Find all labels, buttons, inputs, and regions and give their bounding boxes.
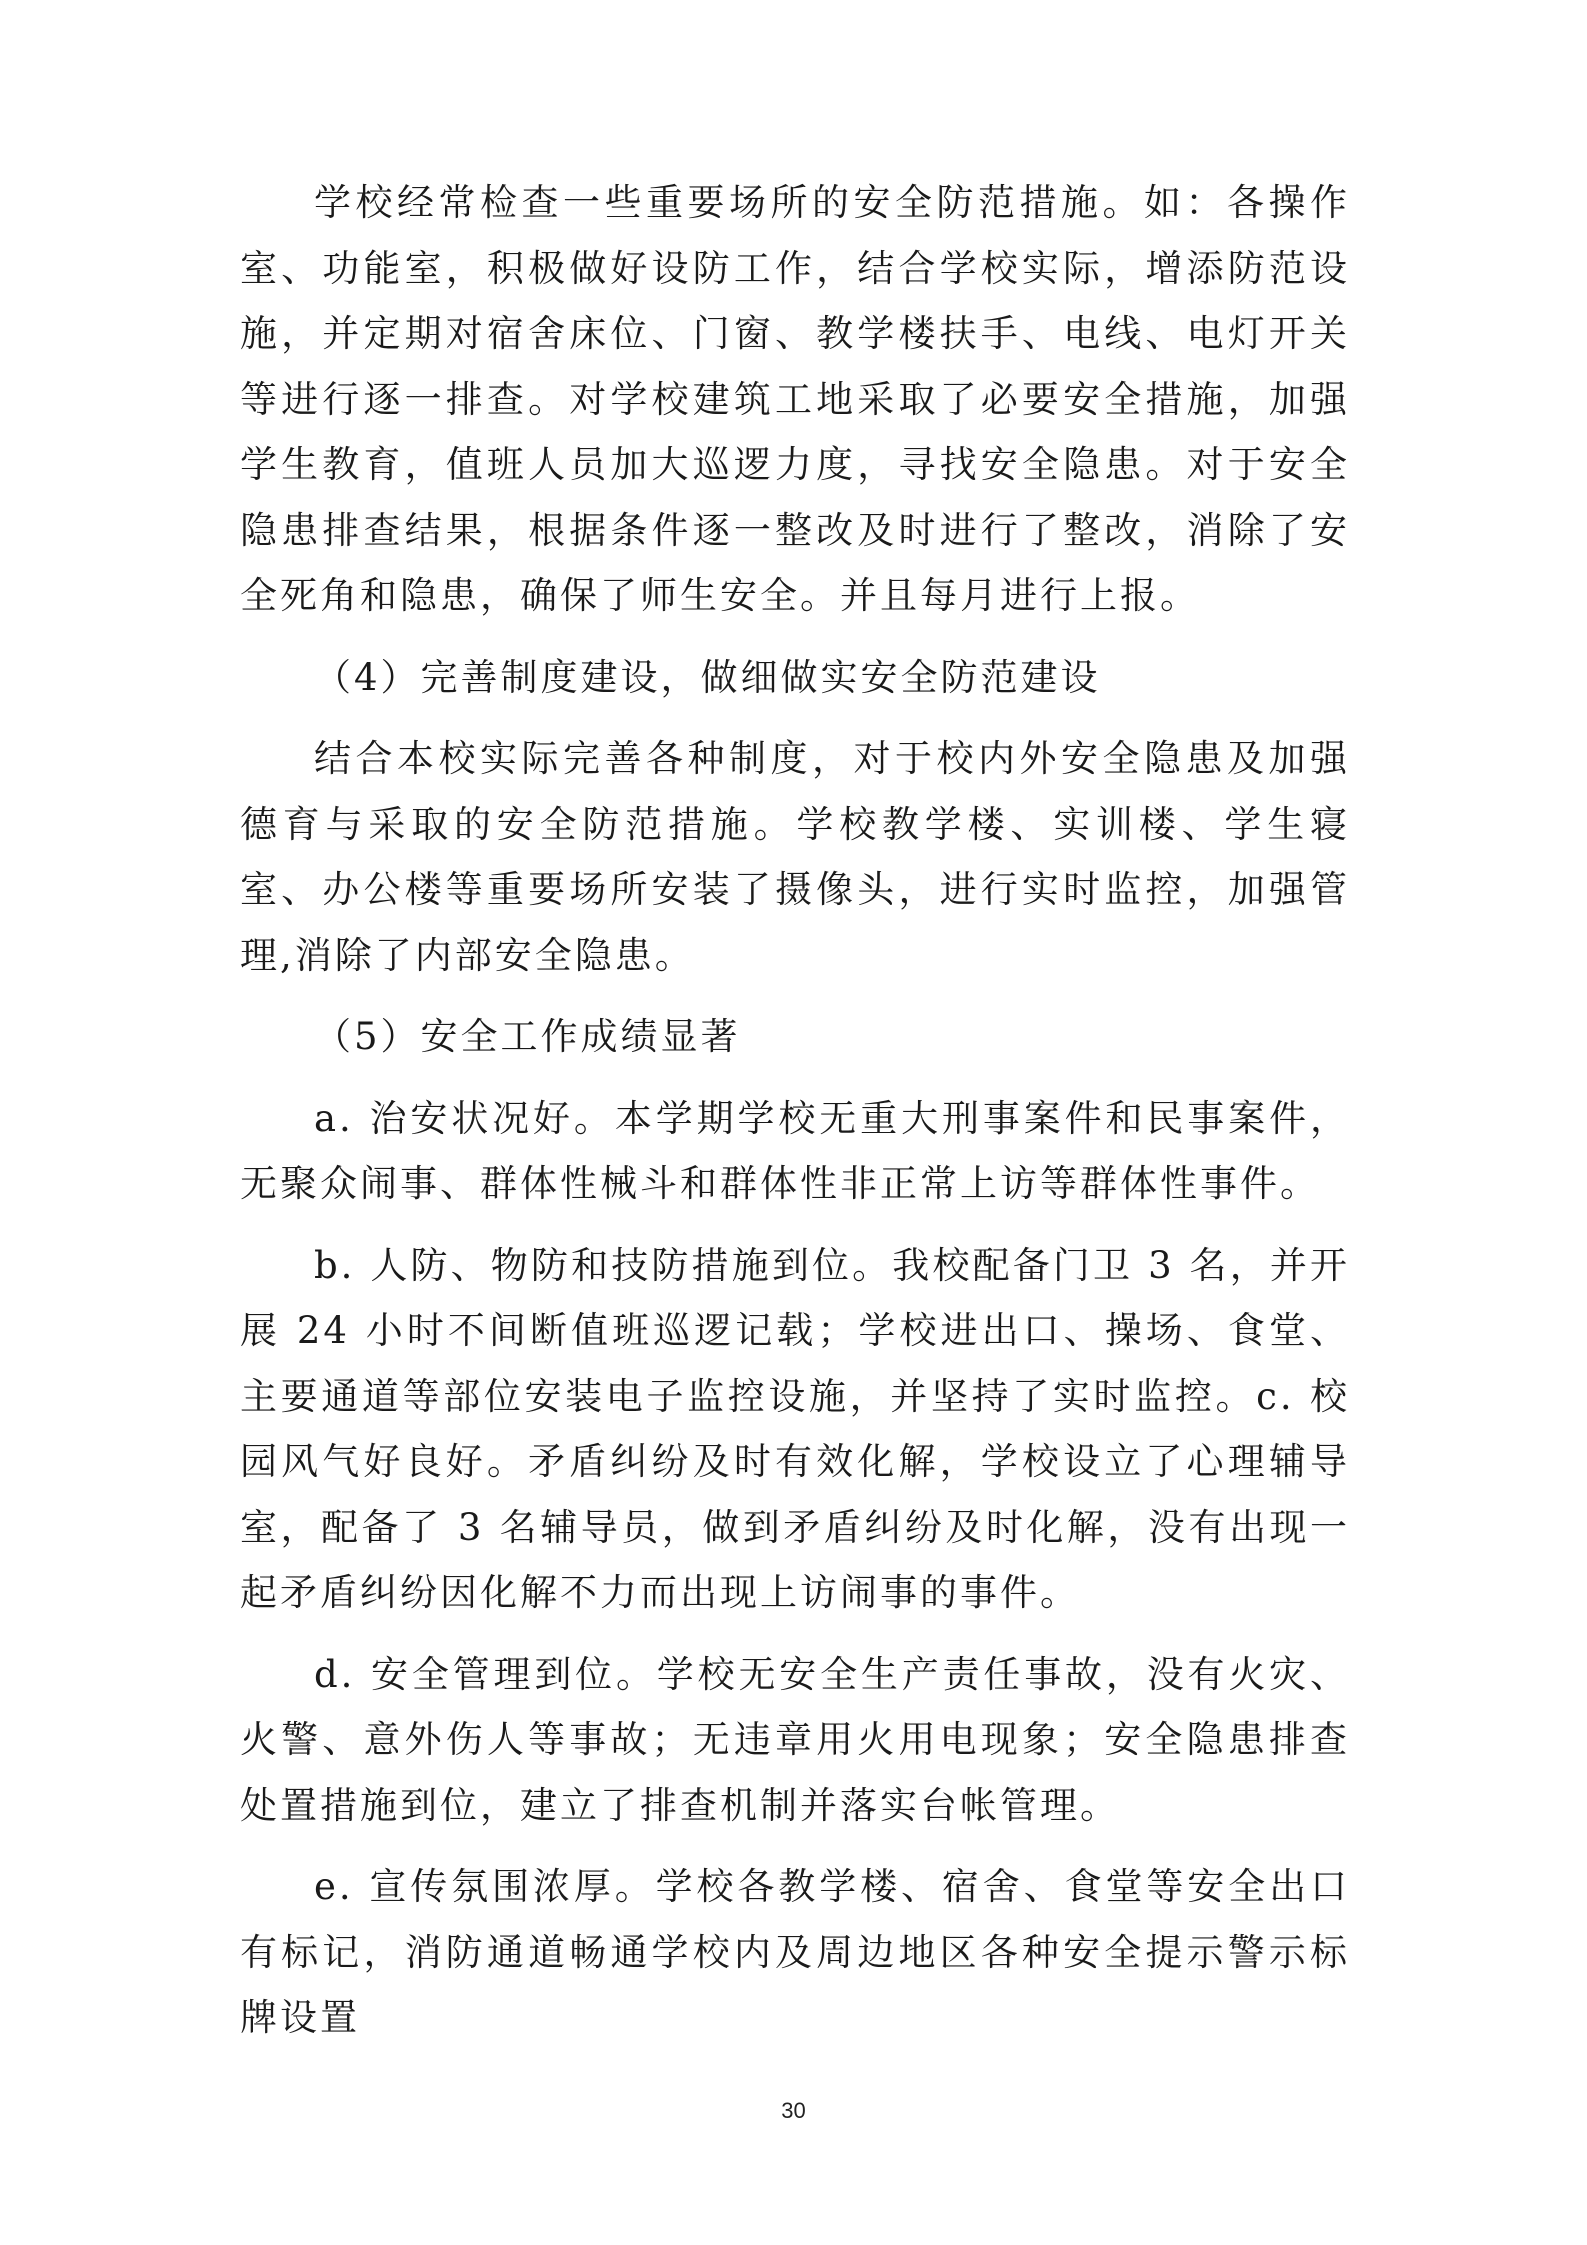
paragraph-item-a: a. 治安状况好。本学期学校无重大刑事案件和民事案件，无聚众闹事、群体性械斗和群体性非正常上访等群体性事件。 [240,1096,1350,1205]
page-number: 30 [781,2098,806,2123]
paragraph-item-d: d. 安全管理到位。学校无安全生产责任事故，没有火灾、火警、意外伤人等事故；无违章用火用电现象；安全隐患排查处置措施到位，建立了排查机制并落实台帐管理。 [240,1652,1350,1827]
section-heading-4: （4）完善制度建设，做细做实安全防范建设 [314,655,1101,699]
page-body [240,170,1350,2067]
paragraph-system-building: 结合本校实际完善各种制度，对于校内外安全隐患及加强德育与采取的安全防范措施。学校教学楼、实训楼、学生寝室、办公楼等重要场所安装了摄像头，进行实时监控，加强管理,消除了内部安全隐患。 [240,737,1350,977]
paragraph-item-b-c: b. 人防、物防和技防措施到位。我校配备门卫 3 名，并开展 24 小时不间断值班巡逻记载；学校进出口、操场、食堂、主要通道等部位安装电子监控设施，并坚持了实时监控。c. 校园风气好良好。矛盾纠纷及时有效化解，学校设立了心理辅导室，配备了 3 名辅导员，做到矛盾纠纷及时化解，没有出现一起矛盾纠纷因化解不力而出现上访闹事的事件。 [240,1243,1350,1614]
paragraph-inspection: 学校经常检查一些重要场所的安全防范措施。如：各操作室、功能室，积极做好设防工作，结合学校实际，增添防范设施，并定期对宿舍床位、门窗、教学楼扶手、电线、电灯开关等进行逐一排查。对学校建筑工地采取了必要安全措施，加强学生教育，值班人员加大巡逻力度，寻找安全隐患。对于安全隐患排查结果，根据条件逐一整改及时进行了整改，消除了安全死角和隐患，确保了师生安全。并且每月进行上报。 [240,181,1350,617]
section-heading-5: （5）安全工作成绩显著 [314,1015,741,1058]
paragraph-item-e: e. 宣传氛围浓厚。学校各教学楼、宿舍、食堂等安全出口有标记，消防通道畅通学校内及周边地区各种安全提示警示标牌设置 [240,1865,1350,2039]
